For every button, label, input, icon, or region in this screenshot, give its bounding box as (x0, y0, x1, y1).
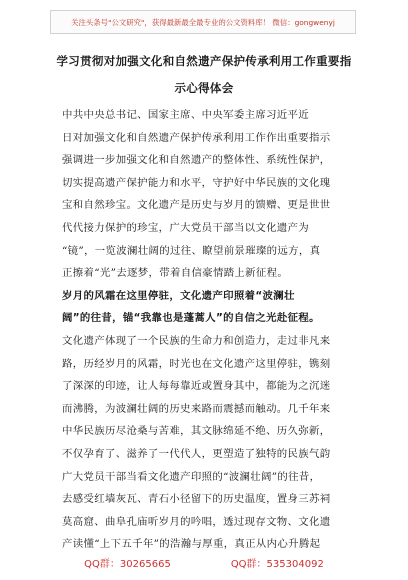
body-line: 而沸腾，为波澜壮阔的历史来路而震撼而触动。几千年来 (62, 402, 331, 415)
footer-qq-group-2: QQ群：535304092 (230, 558, 324, 570)
body-line: 广大党员干部当看文化遗产印照的“波澜壮阔”的往昔， (62, 470, 321, 483)
body-line: 代代接力保护的珍宝，广大党员干部当以文化遗产为 (62, 221, 310, 234)
body-line: 宝和自然珍宝。文化遗产是历史与岁月的馈赠、更是世世 (62, 199, 331, 212)
body-line: 中共中央总书记、国家主席、中央军委主席习近平近 (62, 109, 310, 121)
body-line: 日对加强文化和自然遗产保护传承利用工作作出重要指示 (62, 131, 331, 144)
body-line: 正擦着“光”去逐梦，带着自信豪情踏上新征程。 (62, 267, 289, 280)
promo-banner: 关注头条号"公文研究"，获得最新最全最专业的公文资料库！ 微信：gongwenyj (50, 10, 356, 34)
document-body (62, 104, 346, 556)
document-title-line-1: 学习贯彻对加强文化和自然遗产保护传承利用工作重要指 (56, 54, 352, 68)
body-line: 产读懂“上下五千年”的浩瀚与厚重，真正从内心升腾起 (62, 538, 321, 551)
body-line: 强调进一步加强文化和自然遗产的整体性、系统性保护， (62, 154, 331, 167)
body-line: 文化遗产体现了一个民族的生命力和创造力，走过非凡来 (62, 334, 331, 347)
body-line: 去感受红墙灰瓦、青石小径留下的历史温度，置身三苏祠 (62, 493, 331, 506)
document-title-line-2: 示心得体会 (174, 81, 234, 95)
body-line: 路，历经岁月的风霜，时光也在文化遗产这里停驻，镌刻 (62, 357, 331, 370)
body-line: 莫高窟、曲阜孔庙听岁月的吟唱，透过现存文物、文化遗 (62, 515, 331, 528)
body-line: 岁月的风霜在这里停驻，文化遗产印照着“波澜壮 (62, 289, 295, 302)
footer (0, 551, 408, 573)
body-line: “镜”，一览波澜壮阔的过往、瞭望前景璀璨的远方，真 (62, 244, 321, 257)
footer-qq-group-1: QQ群：30265665 (84, 558, 171, 570)
body-line: 切实提高遗产保护能力和水平，守护好中华民族的文化瑰 (62, 176, 331, 189)
body-line: 不仅孕育了、滋养了一代代人，更塑造了独特的民族气韵 (62, 447, 331, 460)
body-line: 了深深的印迹，让人每每靠近或置身其中，都能为之沉迷 (62, 380, 331, 393)
body-line: 阔”的往昔，锚“我靠也是蓬蒿人”的自信之光赴征程。 (62, 312, 320, 325)
body-line: 中华民族历尽沧桑与苦难，其文脉绵延不绝、历久弥新， (62, 425, 331, 438)
